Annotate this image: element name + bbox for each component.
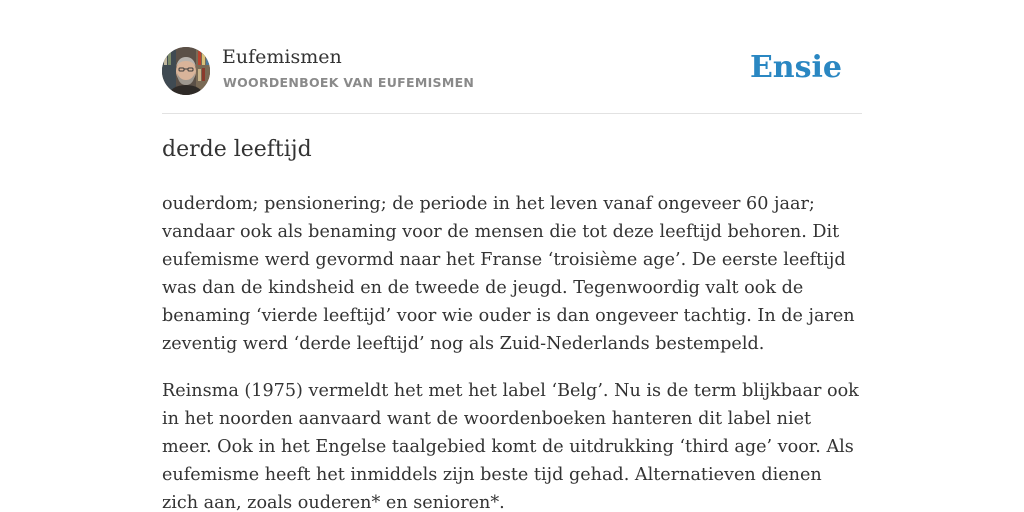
brand-logo[interactable]: Ensie: [749, 50, 842, 85]
site-name[interactable]: Eufemismen: [222, 46, 342, 68]
entry-title: derde leeftijd: [162, 137, 312, 162]
header: [162, 0, 862, 114]
author-portrait-icon: [162, 47, 210, 95]
entry-paragraph: Reinsma (1975) vermeldt het met het label ‘Belg’. Nu is de term blijkbaar ook in het noorden aanvaard want de woordenboeken hanteren dit label niet meer. Ook in het Engelse taalgebied komt de uitdrukking ‘third age’ voor. Als eufemisme heeft het inmiddels zijn beste tijd gehad. Alternatieven dienen zich aan, zoals ouderen* en senioren*.: [162, 381, 859, 512]
content-column: [162, 0, 862, 512]
site-subtitle: WOORDENBOEK VAN EUFEMISMEN: [223, 75, 475, 90]
entry-paragraph: ouderdom; pensionering; de periode in het leven vanaf ongeveer 60 jaar; vandaar ook als benaming voor de mensen die tot deze leeftijd behoren. Dit eufemisme werd gevormd naar het Franse ‘troisième age’. De eerste leeftijd was dan de kindsheid en de tweede de jeugd. Tegenwoordig valt ook de benaming ‘vierde leeftijd’ voor wie ouder is dan ongeveer tachtig. In de jaren zeventig werd ‘derde leeftijd’ nog als Zuid-Nederlands bestempeld.: [162, 194, 855, 354]
avatar[interactable]: [162, 47, 210, 95]
